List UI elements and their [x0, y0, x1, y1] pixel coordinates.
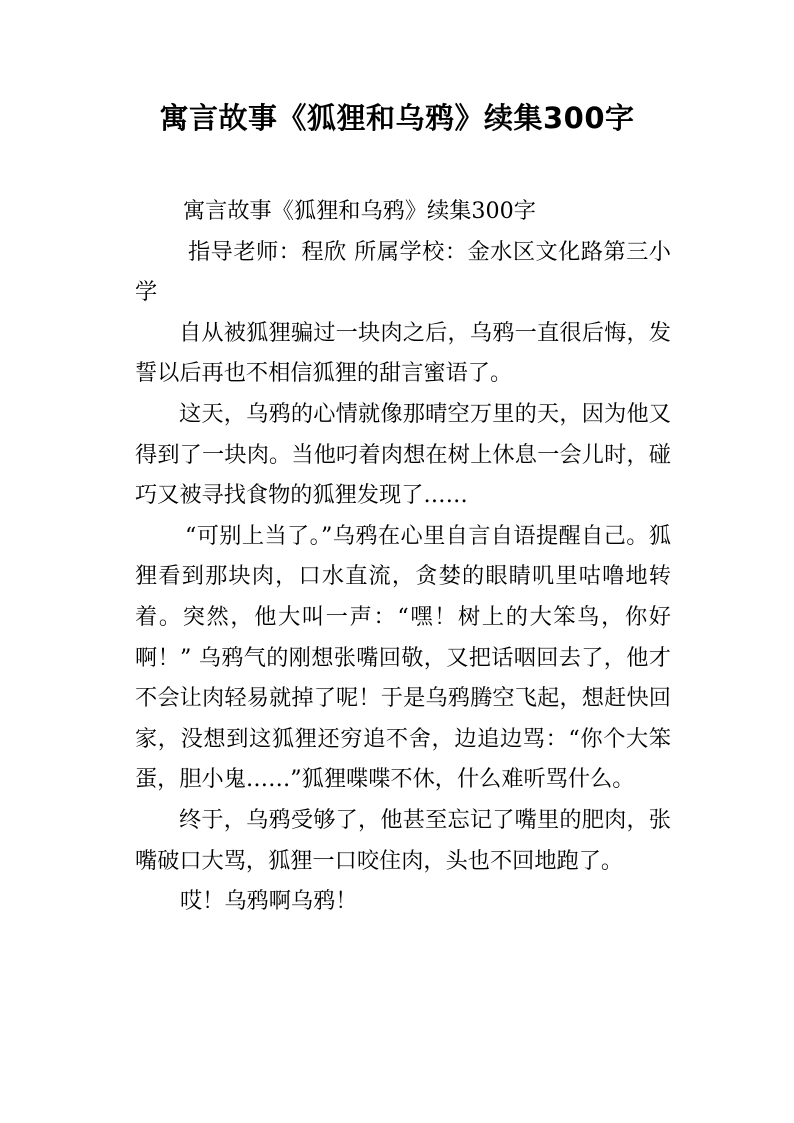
adviser-school-paragraph: 指导老师：程欣 所属学校：金水区文化路第三小学: [135, 238, 671, 306]
story-paragraph: 自从被狐狸骗过一块肉之后，乌鸦一直很后悔，发誓以后再也不相信狐狸的甜言蜜语了。: [135, 319, 671, 387]
closing-paragraph: 哎！乌鸦啊乌鸦！: [180, 888, 358, 915]
story-paragraph: 这天，乌鸦的心情就像那晴空万里的天，因为他又得到了一块肉。当他叼着肉想在树上休息一会儿时，碰巧又被寻找食物的狐狸发现了……: [135, 400, 671, 509]
body-title-paragraph: 寓言故事《狐狸和乌鸦》续集300字: [183, 198, 536, 224]
story-paragraph: “可别上当了。”乌鸦在心里自言自语提醒自己。狐狸看到那块肉，口水直流，贪婪的眼睛叽里咕噜地转着。突然，他大叫一声：“嘿！树上的大笨鸟，你好啊！” 乌鸦气的刚想张嘴回敬，又把话咽回去了，他才不会让肉轻易就掉了呢！于是乌鸦腾空飞起，想赶快回家，没想到这狐狸还穷追不舍，边追边骂：“你个大笨蛋，胆小鬼……”狐狸喋喋不休，什么难听骂什么。: [135, 522, 671, 793]
document-title: 寓言故事《狐狸和乌鸦》续集300字: [159, 101, 635, 135]
document-body: [135, 191, 671, 922]
story-paragraph: 终于，乌鸦受够了，他甚至忘记了嘴里的肥肉，张嘴破口大骂，狐狸一口咬住肉，头也不回地跑了。: [135, 806, 671, 874]
